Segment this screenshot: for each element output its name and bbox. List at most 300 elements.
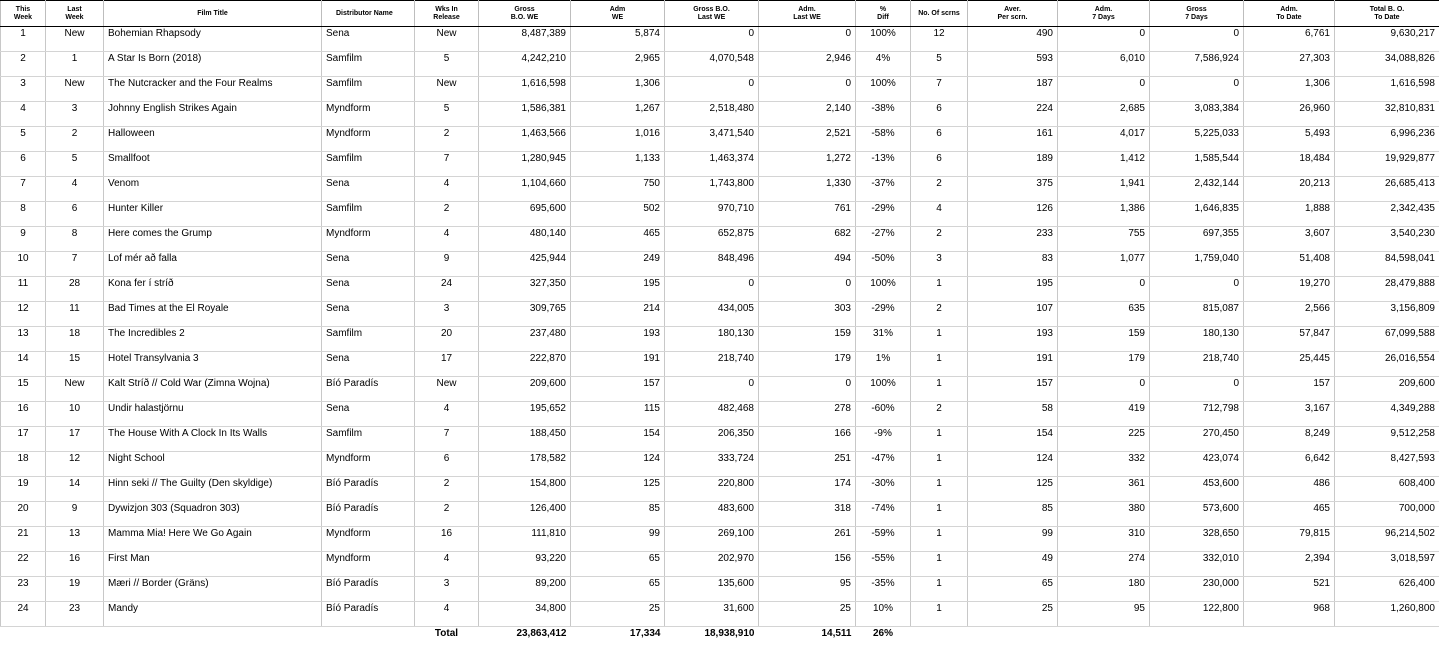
cell-adm-to-date: 8,249 xyxy=(1244,427,1335,452)
cell-adm-7-days: 4,017 xyxy=(1058,127,1150,152)
cell-gross-last-we: 970,710 xyxy=(665,202,759,227)
cell-gross-bo-we: 34,800 xyxy=(479,602,571,627)
cell-weeks-in-release: 5 xyxy=(415,102,479,127)
cell-weeks-in-release: New xyxy=(415,77,479,102)
cell-adm-7-days: 1,386 xyxy=(1058,202,1150,227)
cell-screens: 1 xyxy=(911,427,968,452)
cell-adm-7-days: 0 xyxy=(1058,277,1150,302)
cell-film-title: Mamma Mia! Here We Go Again xyxy=(104,527,322,552)
cell-film-title: Halloween xyxy=(104,127,322,152)
cell-percent-diff: -37% xyxy=(856,177,911,202)
cell-last-week: 11 xyxy=(46,302,104,327)
cell-last-week: 7 xyxy=(46,252,104,277)
cell-adm-to-date: 18,484 xyxy=(1244,152,1335,177)
cell-screens: 1 xyxy=(911,452,968,477)
cell-gross-last-we: 2,518,480 xyxy=(665,102,759,127)
cell-adm-7-days: 635 xyxy=(1058,302,1150,327)
cell-adm-to-date: 79,815 xyxy=(1244,527,1335,552)
cell-gross-bo-we: 195,652 xyxy=(479,402,571,427)
cell-adm-to-date: 3,607 xyxy=(1244,227,1335,252)
total-row xyxy=(1,627,1439,650)
cell-weeks-in-release: 7 xyxy=(415,152,479,177)
cell-adm-we: 5,874 xyxy=(571,27,665,52)
total-percent-diff: 26% xyxy=(872,628,893,639)
cell-last-week: 4 xyxy=(46,177,104,202)
cell-distributor: Bíó Paradís xyxy=(322,477,415,502)
cell-adm-last-we: 0 xyxy=(759,77,856,102)
cell-percent-diff: -27% xyxy=(856,227,911,252)
cell-gross-7-days: 218,740 xyxy=(1150,352,1244,377)
cell-gross-last-we: 3,471,540 xyxy=(665,127,759,152)
cell-total-bo-to-date: 8,427,593 xyxy=(1335,452,1439,477)
cell-adm-last-we: 251 xyxy=(759,452,856,477)
cell-screens: 1 xyxy=(911,277,968,302)
cell-gross-last-we: 202,970 xyxy=(665,552,759,577)
cell-adm-7-days: 419 xyxy=(1058,402,1150,427)
cell-gross-last-we: 1,463,374 xyxy=(665,152,759,177)
cell-adm-we: 115 xyxy=(571,402,665,427)
cell-avg-per-screen: 593 xyxy=(968,52,1058,77)
cell-adm-we: 25 xyxy=(571,602,665,627)
cell-adm-to-date: 2,566 xyxy=(1244,302,1335,327)
cell-screens: 6 xyxy=(911,152,968,177)
cell-total-bo-to-date: 1,260,800 xyxy=(1335,602,1439,627)
cell-film-title: Venom xyxy=(104,177,322,202)
cell-weeks-in-release: 2 xyxy=(415,477,479,502)
cell-screens: 2 xyxy=(911,402,968,427)
header-screens: No. Of scrns xyxy=(911,1,968,27)
cell-this-week: 12 xyxy=(1,302,46,327)
cell-adm-last-we: 0 xyxy=(759,277,856,302)
cell-adm-we: 125 xyxy=(571,477,665,502)
cell-adm-we: 191 xyxy=(571,352,665,377)
cell-screens: 3 xyxy=(911,252,968,277)
cell-adm-last-we: 179 xyxy=(759,352,856,377)
header-film-title: Film Title xyxy=(104,1,322,27)
header-adm-last-we: Adm. Last WE xyxy=(759,1,856,27)
cell-avg-per-screen: 195 xyxy=(968,277,1058,302)
cell-adm-to-date: 20,213 xyxy=(1244,177,1335,202)
cell-distributor: Sena xyxy=(322,252,415,277)
cell-adm-last-we: 261 xyxy=(759,527,856,552)
cell-weeks-in-release: 6 xyxy=(415,452,479,477)
cell-total-bo-to-date: 34,088,826 xyxy=(1335,52,1439,77)
cell-gross-7-days: 1,585,544 xyxy=(1150,152,1244,177)
table-row xyxy=(1,252,1439,277)
cell-gross-7-days: 230,000 xyxy=(1150,577,1244,602)
cell-adm-to-date: 6,642 xyxy=(1244,452,1335,477)
cell-adm-to-date: 19,270 xyxy=(1244,277,1335,302)
cell-distributor: Samfilm xyxy=(322,427,415,452)
cell-gross-7-days: 270,450 xyxy=(1150,427,1244,452)
cell-screens: 1 xyxy=(911,377,968,402)
cell-adm-last-we: 95 xyxy=(759,577,856,602)
cell-weeks-in-release: 9 xyxy=(415,252,479,277)
cell-total-bo-to-date: 4,349,288 xyxy=(1335,402,1439,427)
table-row xyxy=(1,27,1439,52)
cell-adm-we: 1,267 xyxy=(571,102,665,127)
cell-film-title: The House With A Clock In Its Walls xyxy=(104,427,322,452)
cell-gross-bo-we: 237,480 xyxy=(479,327,571,352)
cell-adm-7-days: 361 xyxy=(1058,477,1150,502)
cell-adm-last-we: 2,521 xyxy=(759,127,856,152)
cell-adm-we: 2,965 xyxy=(571,52,665,77)
cell-weeks-in-release: 4 xyxy=(415,552,479,577)
cell-adm-to-date: 25,445 xyxy=(1244,352,1335,377)
cell-film-title: Kalt Stríð // Cold War (Zimna Wojna) xyxy=(104,377,322,402)
total-gross-last-we: 18,938,910 xyxy=(704,628,755,639)
cell-percent-diff: -13% xyxy=(856,152,911,177)
cell-distributor: Sena xyxy=(322,402,415,427)
header-total-bo-to-date: Total B. O. To Date xyxy=(1335,1,1439,27)
cell-adm-to-date: 1,888 xyxy=(1244,202,1335,227)
cell-last-week: 16 xyxy=(46,552,104,577)
cell-total-bo-to-date: 67,099,588 xyxy=(1335,327,1439,352)
cell-adm-to-date: 157 xyxy=(1244,377,1335,402)
table-row xyxy=(1,77,1439,102)
cell-percent-diff: -59% xyxy=(856,527,911,552)
cell-percent-diff: 100% xyxy=(856,27,911,52)
cell-avg-per-screen: 65 xyxy=(968,577,1058,602)
table-row xyxy=(1,527,1439,552)
cell-adm-last-we: 494 xyxy=(759,252,856,277)
cell-last-week: New xyxy=(46,27,104,52)
cell-adm-to-date: 6,761 xyxy=(1244,27,1335,52)
cell-gross-bo-we: 327,350 xyxy=(479,277,571,302)
cell-total-bo-to-date: 700,000 xyxy=(1335,502,1439,527)
cell-adm-7-days: 6,010 xyxy=(1058,52,1150,77)
cell-adm-last-we: 1,330 xyxy=(759,177,856,202)
cell-avg-per-screen: 187 xyxy=(968,77,1058,102)
table-row xyxy=(1,427,1439,452)
cell-gross-last-we: 434,005 xyxy=(665,302,759,327)
cell-adm-last-we: 174 xyxy=(759,477,856,502)
cell-screens: 6 xyxy=(911,127,968,152)
cell-total-bo-to-date: 26,016,554 xyxy=(1335,352,1439,377)
table-row xyxy=(1,502,1439,527)
header-percent-diff: % Diff xyxy=(856,1,911,27)
cell-this-week: 9 xyxy=(1,227,46,252)
cell-total-bo-to-date: 209,600 xyxy=(1335,377,1439,402)
cell-percent-diff: -29% xyxy=(856,302,911,327)
cell-film-title: Bohemian Rhapsody xyxy=(104,27,322,52)
cell-this-week: 22 xyxy=(1,552,46,577)
cell-gross-7-days: 1,646,835 xyxy=(1150,202,1244,227)
cell-screens: 5 xyxy=(911,52,968,77)
cell-gross-7-days: 3,083,384 xyxy=(1150,102,1244,127)
cell-this-week: 15 xyxy=(1,377,46,402)
cell-percent-diff: -58% xyxy=(856,127,911,152)
cell-gross-7-days: 712,798 xyxy=(1150,402,1244,427)
cell-gross-bo-we: 8,487,389 xyxy=(479,27,571,52)
cell-screens: 7 xyxy=(911,77,968,102)
cell-this-week: 19 xyxy=(1,477,46,502)
cell-film-title: Lof mér að falla xyxy=(104,252,322,277)
cell-distributor: Bíó Paradís xyxy=(322,502,415,527)
cell-weeks-in-release: 5 xyxy=(415,52,479,77)
cell-screens: 1 xyxy=(911,602,968,627)
table-row xyxy=(1,452,1439,477)
cell-screens: 1 xyxy=(911,477,968,502)
cell-total-bo-to-date: 9,512,258 xyxy=(1335,427,1439,452)
cell-last-week: 17 xyxy=(46,427,104,452)
cell-gross-7-days: 815,087 xyxy=(1150,302,1244,327)
cell-adm-we: 1,016 xyxy=(571,127,665,152)
cell-weeks-in-release: 3 xyxy=(415,577,479,602)
cell-adm-we: 214 xyxy=(571,302,665,327)
cell-this-week: 14 xyxy=(1,352,46,377)
cell-film-title: Mandy xyxy=(104,602,322,627)
cell-gross-last-we: 220,800 xyxy=(665,477,759,502)
cell-adm-to-date: 486 xyxy=(1244,477,1335,502)
cell-this-week: 13 xyxy=(1,327,46,352)
cell-adm-7-days: 0 xyxy=(1058,27,1150,52)
cell-gross-7-days: 0 xyxy=(1150,77,1244,102)
total-adm-last-we: 14,511 xyxy=(821,628,852,639)
table-row xyxy=(1,152,1439,177)
table-row xyxy=(1,202,1439,227)
cell-gross-bo-we: 1,280,945 xyxy=(479,152,571,177)
cell-last-week: 23 xyxy=(46,602,104,627)
cell-weeks-in-release: 4 xyxy=(415,177,479,202)
cell-gross-7-days: 122,800 xyxy=(1150,602,1244,627)
cell-adm-we: 154 xyxy=(571,427,665,452)
cell-adm-we: 85 xyxy=(571,502,665,527)
cell-gross-7-days: 180,130 xyxy=(1150,327,1244,352)
cell-adm-we: 465 xyxy=(571,227,665,252)
cell-adm-7-days: 0 xyxy=(1058,377,1150,402)
cell-percent-diff: 31% xyxy=(856,327,911,352)
header-distributor: Distributor Name xyxy=(322,1,415,27)
cell-film-title: Night School xyxy=(104,452,322,477)
cell-film-title: Undir halastjörnu xyxy=(104,402,322,427)
cell-avg-per-screen: 85 xyxy=(968,502,1058,527)
cell-film-title: First Man xyxy=(104,552,322,577)
cell-distributor: Bíó Paradís xyxy=(322,377,415,402)
cell-adm-we: 195 xyxy=(571,277,665,302)
cell-total-bo-to-date: 26,685,413 xyxy=(1335,177,1439,202)
cell-adm-we: 65 xyxy=(571,577,665,602)
cell-film-title: The Incredibles 2 xyxy=(104,327,322,352)
cell-this-week: 6 xyxy=(1,152,46,177)
cell-distributor: Bíó Paradís xyxy=(322,602,415,627)
cell-adm-to-date: 57,847 xyxy=(1244,327,1335,352)
cell-distributor: Samfilm xyxy=(322,52,415,77)
cell-gross-7-days: 0 xyxy=(1150,27,1244,52)
cell-gross-last-we: 482,468 xyxy=(665,402,759,427)
cell-film-title: Johnny English Strikes Again xyxy=(104,102,322,127)
cell-screens: 2 xyxy=(911,177,968,202)
cell-gross-last-we: 848,496 xyxy=(665,252,759,277)
cell-adm-7-days: 380 xyxy=(1058,502,1150,527)
cell-adm-last-we: 278 xyxy=(759,402,856,427)
cell-adm-last-we: 2,140 xyxy=(759,102,856,127)
cell-last-week: New xyxy=(46,377,104,402)
cell-adm-last-we: 682 xyxy=(759,227,856,252)
cell-adm-7-days: 180 xyxy=(1058,577,1150,602)
header-adm-7-days: Adm. 7 Days xyxy=(1058,1,1150,27)
cell-adm-7-days: 1,077 xyxy=(1058,252,1150,277)
cell-distributor: Samfilm xyxy=(322,327,415,352)
cell-adm-7-days: 159 xyxy=(1058,327,1150,352)
cell-gross-7-days: 423,074 xyxy=(1150,452,1244,477)
cell-this-week: 2 xyxy=(1,52,46,77)
cell-screens: 12 xyxy=(911,27,968,52)
cell-avg-per-screen: 125 xyxy=(968,477,1058,502)
cell-avg-per-screen: 154 xyxy=(968,427,1058,452)
cell-gross-7-days: 2,432,144 xyxy=(1150,177,1244,202)
cell-screens: 1 xyxy=(911,502,968,527)
cell-distributor: Myndform xyxy=(322,102,415,127)
cell-adm-we: 124 xyxy=(571,452,665,477)
cell-gross-bo-we: 93,220 xyxy=(479,552,571,577)
cell-percent-diff: -30% xyxy=(856,477,911,502)
cell-weeks-in-release: 3 xyxy=(415,302,479,327)
cell-weeks-in-release: 17 xyxy=(415,352,479,377)
cell-weeks-in-release: 2 xyxy=(415,502,479,527)
total-adm-we: 17,334 xyxy=(629,628,661,639)
table-row xyxy=(1,277,1439,302)
cell-adm-we: 193 xyxy=(571,327,665,352)
cell-avg-per-screen: 58 xyxy=(968,402,1058,427)
cell-total-bo-to-date: 96,214,502 xyxy=(1335,527,1439,552)
cell-this-week: 20 xyxy=(1,502,46,527)
cell-last-week: 6 xyxy=(46,202,104,227)
cell-adm-7-days: 179 xyxy=(1058,352,1150,377)
cell-screens: 1 xyxy=(911,527,968,552)
cell-adm-we: 1,133 xyxy=(571,152,665,177)
header-gross-bo-we: Gross B.O. WE xyxy=(479,1,571,27)
table-header xyxy=(1,1,1439,27)
cell-gross-last-we: 206,350 xyxy=(665,427,759,452)
cell-total-bo-to-date: 3,156,809 xyxy=(1335,302,1439,327)
cell-total-bo-to-date: 608,400 xyxy=(1335,477,1439,502)
cell-percent-diff: -9% xyxy=(856,427,911,452)
cell-last-week: 3 xyxy=(46,102,104,127)
cell-percent-diff: -60% xyxy=(856,402,911,427)
table-row xyxy=(1,177,1439,202)
cell-adm-to-date: 51,408 xyxy=(1244,252,1335,277)
cell-distributor: Myndform xyxy=(322,227,415,252)
cell-weeks-in-release: 20 xyxy=(415,327,479,352)
cell-last-week: 14 xyxy=(46,477,104,502)
cell-adm-to-date: 1,306 xyxy=(1244,77,1335,102)
total-gross-we: 23,863,412 xyxy=(516,628,567,639)
cell-adm-7-days: 95 xyxy=(1058,602,1150,627)
table-row xyxy=(1,402,1439,427)
cell-gross-bo-we: 425,944 xyxy=(479,252,571,277)
cell-adm-7-days: 0 xyxy=(1058,77,1150,102)
cell-adm-7-days: 332 xyxy=(1058,452,1150,477)
cell-adm-we: 502 xyxy=(571,202,665,227)
cell-adm-to-date: 3,167 xyxy=(1244,402,1335,427)
cell-avg-per-screen: 157 xyxy=(968,377,1058,402)
cell-gross-last-we: 0 xyxy=(665,77,759,102)
cell-adm-last-we: 761 xyxy=(759,202,856,227)
cell-film-title: Hinn seki // The Guilty (Den skyldige) xyxy=(104,477,322,502)
cell-avg-per-screen: 25 xyxy=(968,602,1058,627)
cell-weeks-in-release: 4 xyxy=(415,402,479,427)
cell-weeks-in-release: 2 xyxy=(415,202,479,227)
cell-weeks-in-release: 16 xyxy=(415,527,479,552)
cell-gross-bo-we: 222,870 xyxy=(479,352,571,377)
cell-gross-bo-we: 1,616,598 xyxy=(479,77,571,102)
cell-screens: 1 xyxy=(911,552,968,577)
cell-gross-7-days: 0 xyxy=(1150,377,1244,402)
cell-adm-last-we: 2,946 xyxy=(759,52,856,77)
cell-adm-we: 750 xyxy=(571,177,665,202)
cell-last-week: 2 xyxy=(46,127,104,152)
cell-gross-last-we: 269,100 xyxy=(665,527,759,552)
cell-total-bo-to-date: 626,400 xyxy=(1335,577,1439,602)
cell-percent-diff: 100% xyxy=(856,277,911,302)
table-row xyxy=(1,477,1439,502)
cell-avg-per-screen: 126 xyxy=(968,202,1058,227)
cell-gross-bo-we: 126,400 xyxy=(479,502,571,527)
cell-gross-7-days: 573,600 xyxy=(1150,502,1244,527)
cell-avg-per-screen: 99 xyxy=(968,527,1058,552)
cell-adm-we: 249 xyxy=(571,252,665,277)
cell-avg-per-screen: 189 xyxy=(968,152,1058,177)
cell-avg-per-screen: 193 xyxy=(968,327,1058,352)
cell-percent-diff: 1% xyxy=(856,352,911,377)
cell-distributor: Sena xyxy=(322,302,415,327)
cell-adm-to-date: 5,493 xyxy=(1244,127,1335,152)
cell-adm-last-we: 25 xyxy=(759,602,856,627)
cell-avg-per-screen: 375 xyxy=(968,177,1058,202)
cell-distributor: Samfilm xyxy=(322,77,415,102)
cell-this-week: 16 xyxy=(1,402,46,427)
cell-percent-diff: 100% xyxy=(856,377,911,402)
cell-screens: 2 xyxy=(911,302,968,327)
cell-distributor: Myndform xyxy=(322,127,415,152)
cell-film-title: Here comes the Grump xyxy=(104,227,322,252)
table-row xyxy=(1,552,1439,577)
cell-gross-bo-we: 111,810 xyxy=(479,527,571,552)
cell-this-week: 1 xyxy=(1,27,46,52)
cell-screens: 1 xyxy=(911,577,968,602)
cell-percent-diff: 10% xyxy=(856,602,911,627)
cell-distributor: Sena xyxy=(322,27,415,52)
cell-gross-7-days: 1,759,040 xyxy=(1150,252,1244,277)
cell-last-week: 5 xyxy=(46,152,104,177)
cell-gross-bo-we: 188,450 xyxy=(479,427,571,452)
table-row xyxy=(1,327,1439,352)
cell-gross-bo-we: 695,600 xyxy=(479,202,571,227)
cell-last-week: 10 xyxy=(46,402,104,427)
cell-avg-per-screen: 224 xyxy=(968,102,1058,127)
cell-distributor: Myndform xyxy=(322,552,415,577)
header-adm-to-date: Adm. To Date xyxy=(1244,1,1335,27)
cell-this-week: 4 xyxy=(1,102,46,127)
header-gross-7-days: Gross 7 Days xyxy=(1150,1,1244,27)
cell-film-title: Kona fer í stríð xyxy=(104,277,322,302)
cell-last-week: 12 xyxy=(46,452,104,477)
header-gross-last-we: Gross B.O. Last WE xyxy=(665,1,759,27)
cell-total-bo-to-date: 28,479,888 xyxy=(1335,277,1439,302)
cell-gross-bo-we: 1,586,381 xyxy=(479,102,571,127)
cell-this-week: 7 xyxy=(1,177,46,202)
cell-film-title: Dywizjon 303 (Squadron 303) xyxy=(104,502,322,527)
cell-film-title: Mæri // Border (Gräns) xyxy=(104,577,322,602)
table-row xyxy=(1,302,1439,327)
cell-total-bo-to-date: 1,616,598 xyxy=(1335,77,1439,102)
cell-avg-per-screen: 83 xyxy=(968,252,1058,277)
cell-adm-to-date: 521 xyxy=(1244,577,1335,602)
cell-total-bo-to-date: 32,810,831 xyxy=(1335,102,1439,127)
cell-adm-7-days: 274 xyxy=(1058,552,1150,577)
cell-weeks-in-release: New xyxy=(415,27,479,52)
